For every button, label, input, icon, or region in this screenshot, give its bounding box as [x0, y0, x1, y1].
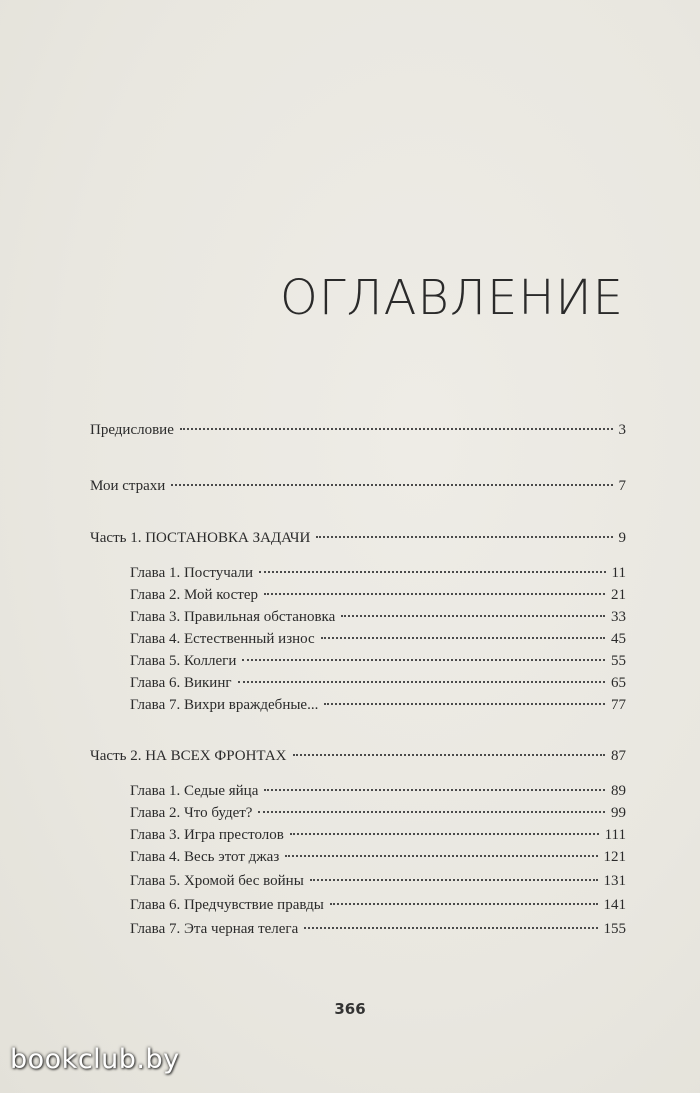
toc-entry-preface: [90, 422, 626, 442]
toc-dot-leader: [238, 681, 605, 683]
toc-dot-leader: [293, 754, 605, 756]
toc-entry-chapter: [130, 587, 626, 607]
toc-entry-chapter: [130, 827, 626, 847]
toc-entry-chapter: [130, 653, 626, 673]
toc-entry-label: Глава 1. Постучали: [130, 565, 254, 581]
toc-dot-leader: [285, 855, 597, 857]
toc-entry-page: 33: [611, 609, 626, 625]
toc-dot-leader: [304, 927, 597, 929]
toc-entry-label: Предисловие: [90, 422, 174, 438]
toc-entry-chapter: [130, 805, 626, 825]
toc-entry-page: 155: [603, 921, 626, 937]
toc-entry-label: Глава 7. Вихри враждебные...: [130, 697, 319, 713]
toc-dot-leader: [259, 571, 606, 573]
toc-entry-page: 89: [611, 783, 626, 799]
toc-entry-label: Глава 4. Естественный износ: [130, 631, 315, 647]
toc-entry-page: 99: [611, 805, 626, 821]
toc-entry-label: Глава 2. Мой костер: [130, 587, 258, 603]
toc-dot-leader: [264, 593, 605, 595]
toc-entry-page: 11: [611, 565, 626, 581]
toc-dot-leader: [242, 659, 605, 661]
toc-entry-chapter: [130, 565, 626, 585]
toc-entry-page: 87: [611, 748, 626, 764]
toc-entry-chapter: [130, 783, 626, 803]
toc-dot-leader: [310, 879, 598, 881]
watermark: bookclub.by: [10, 1044, 180, 1075]
toc-entry-label: Глава 4. Весь этот джаз: [130, 849, 280, 865]
toc-entry-label: Глава 1. Седые яйца: [130, 783, 259, 799]
toc-dot-leader: [316, 536, 612, 538]
toc-dot-leader: [264, 789, 605, 791]
toc-entry-chapter: [130, 697, 626, 717]
toc-entry-page: 111: [604, 827, 626, 843]
toc-entry-page: 21: [611, 587, 626, 603]
toc-dot-leader: [330, 903, 598, 905]
toc-entry-page: 141: [603, 897, 626, 913]
toc-entry-label: Глава 6. Викинг: [130, 675, 232, 691]
toc-entry-page: 65: [611, 675, 626, 691]
toc-dot-leader: [171, 484, 612, 486]
toc-entry-chapter: [130, 849, 626, 869]
toc-entry-page: 121: [603, 849, 626, 865]
toc-entry-part-2: [90, 748, 626, 768]
toc-entry-chapter: [130, 873, 626, 893]
toc-entry-page: 7: [618, 478, 626, 494]
toc-entry-label: Глава 7. Эта черная телега: [130, 921, 299, 937]
toc-dot-leader: [258, 811, 605, 813]
toc-dot-leader: [180, 428, 613, 430]
toc-entry-page: 77: [611, 697, 626, 713]
toc-entry-chapter: [130, 675, 626, 695]
toc-dot-leader: [321, 637, 605, 639]
toc-entry-page: 9: [618, 530, 626, 546]
toc-entry-label: Мои страхи: [90, 478, 166, 494]
toc-entry-fears: [90, 478, 626, 498]
page-number: 366: [334, 1000, 366, 1018]
toc-entry-label: Часть 2. НА ВСЕХ ФРОНТАХ: [90, 748, 287, 764]
toc-entry-label: Глава 2. Что будет?: [130, 805, 253, 821]
page-title: ОГЛАВЛЕНИЕ: [280, 270, 624, 326]
toc-entry-label: Глава 6. Предчувствие правды: [130, 897, 324, 913]
toc-entry-chapter: [130, 609, 626, 629]
toc-entry-label: Часть 1. ПОСТАНОВКА ЗАДАЧИ: [90, 530, 311, 546]
toc-entry-label: Глава 5. Коллеги: [130, 653, 237, 669]
toc-dot-leader: [324, 703, 605, 705]
toc-entry-label: Глава 3. Правильная обстановка: [130, 609, 336, 625]
toc-entry-page: 45: [611, 631, 626, 647]
toc-entry-page: 3: [618, 422, 626, 438]
toc-dot-leader: [290, 833, 599, 835]
toc-entry-chapter: [130, 631, 626, 651]
toc-entry-chapter: [130, 921, 626, 941]
toc-dot-leader: [341, 615, 605, 617]
toc-entry-chapter: [130, 897, 626, 917]
toc-entry-label: Глава 5. Хромой бес войны: [130, 873, 304, 889]
toc-entry-part-1: [90, 530, 626, 550]
toc-entry-label: Глава 3. Игра престолов: [130, 827, 284, 843]
toc-entry-page: 131: [603, 873, 626, 889]
toc-entry-page: 55: [611, 653, 626, 669]
